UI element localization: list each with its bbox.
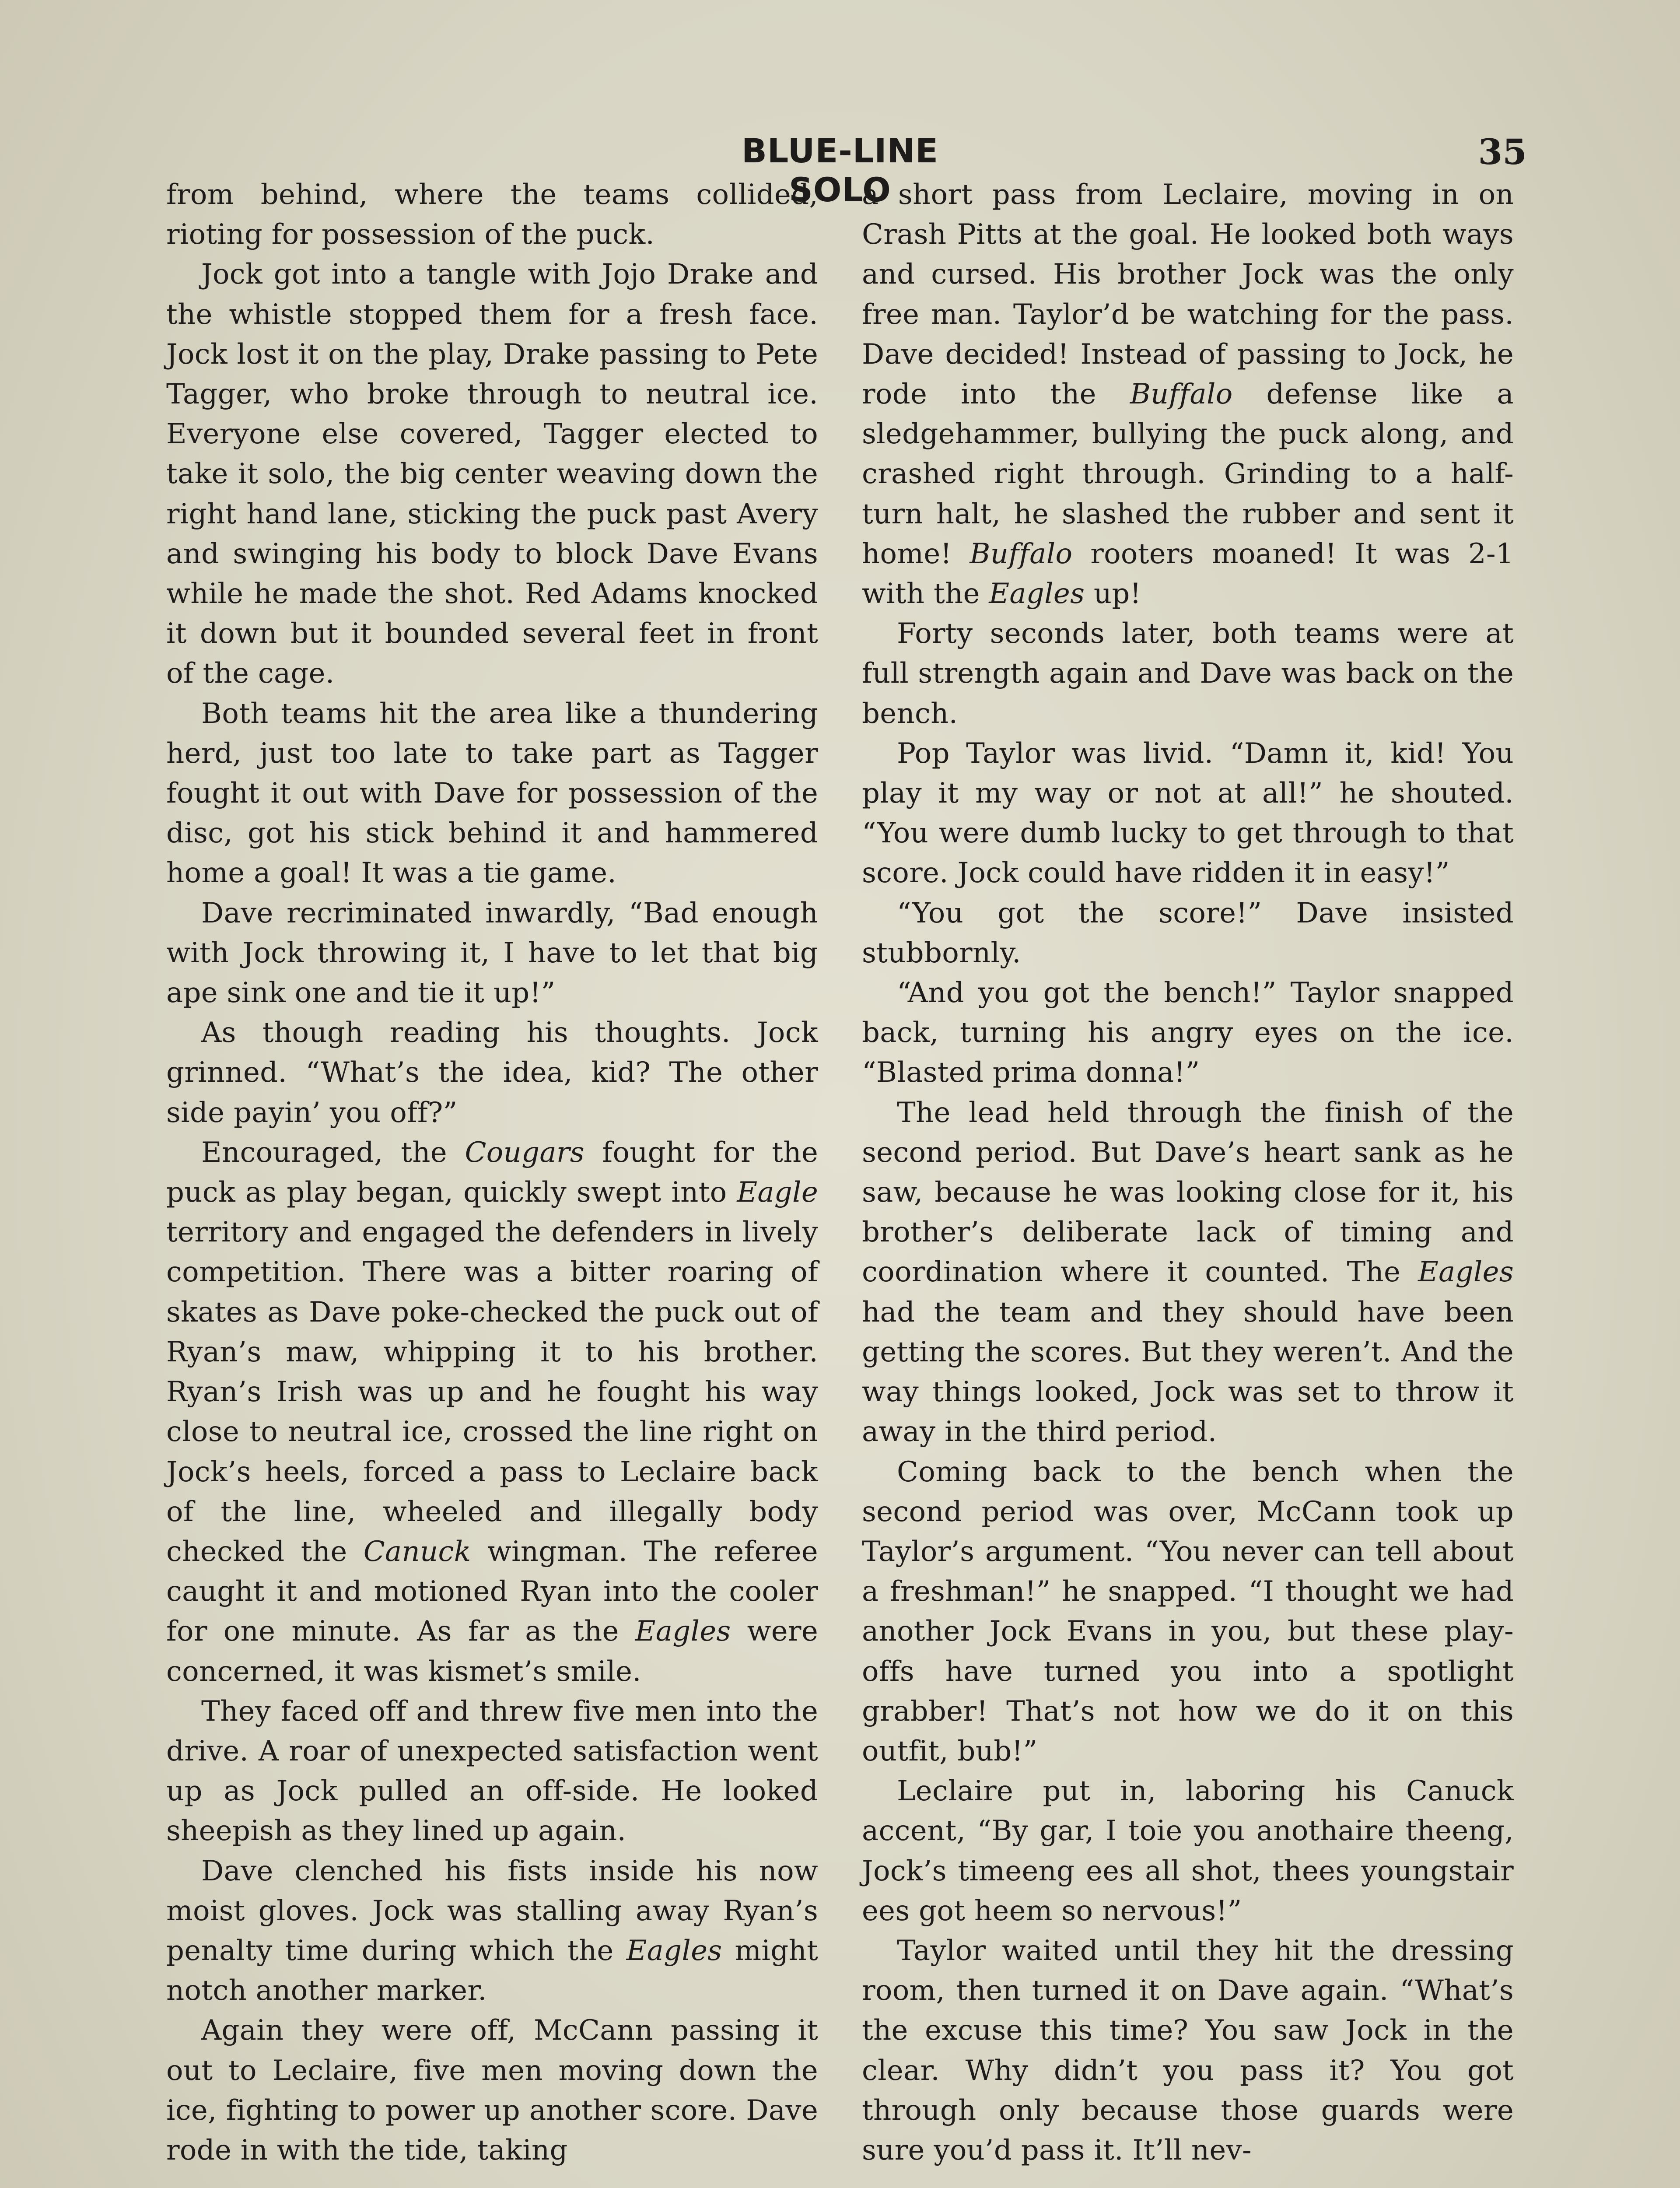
paragraph: Dave clenched his fists inside his now moist gloves. Jock was stalling away Ryan’s penalty time during which the Eagles might notch another marker. — [166, 1855, 818, 2007]
paragraph: Jock got into a tangle with Jojo Drake and the whistle stopped them for a fresh face. Jock lost it on the play, Drake passing to Pete Tagger, who broke through to neutral ice. Everyone else covered, Tagger elected to take it solo, the big center weaving down the right hand lane, sticking the puck past Avery and swinging his body to block Dave Evans while he made the shot. Red Adams knocked it down but it bounded several feet in front of the cage. — [166, 258, 818, 690]
paragraph: They faced off and threw five men into the drive. A roar of unexpected satisfaction went up as Jock pulled an off-side. He looked sheepish as they lined up again. — [166, 1695, 818, 1848]
paragraph: Both teams hit the area like a thundering herd, just too late to take part as Tagger fought it out with Dave for possession of the disc, got his stick behind it and hammered home a goal! It was a tie game. — [166, 697, 818, 890]
paragraph: a short pass from Leclaire, moving in on Crash Pitts at the goal. He looked both ways and cursed. His brother Jock was the only free man. Taylor’d be watching for the pass. Dave decided! Instead of passing to Jock, he rode into the Buffalo defense like a sledgehammer, bullying the puck along, and crashed right through. Grinding to a half-turn halt, he slashed the rubber and sent it home! Buffalo rooters moaned! It was 2-1 with the Eagles up! — [862, 179, 1514, 610]
page-number: 35 — [1478, 131, 1527, 172]
paragraph: Encouraged, the Cougars fought for the puck as play began, quickly swept into Eagle territory and engaged the defenders in lively competition. There was a bitter roaring of skates as Dave poke-checked the puck out of Ryan’s maw, whipping it to his brother. Ryan’s Irish was up and he fought his way close to neutral ice, crossed the line right on Jock’s heels, forced a pass to Leclaire back of the line, wheeled and illegally body checked the Canuck wingman. The referee caught it and motioned Ryan into the cooler for one minute. As far as the Eagles were concerned, it was kismet’s smile. — [166, 1136, 818, 1688]
paragraph: from behind, where the teams collided, rioting for possession of the puck. — [166, 179, 818, 251]
paragraph: Dave recriminated inwardly, “Bad enough with Jock throwing it, I have to let that big ape sink one and tie it up!” — [166, 897, 818, 1010]
left-column — [166, 175, 818, 2170]
page-header — [0, 131, 1680, 209]
paragraph: “You got the score!” Dave insisted stubbornly. — [862, 897, 1514, 969]
paragraph: “And you got the bench!” Taylor snapped back, turning his angry eyes on the ice. “Blasted prima donna!” — [862, 977, 1514, 1089]
paragraph: Coming back to the bench when the second period was over, McCann took up Taylor’s argument. “You never can tell about a freshman!” he snapped. “I thought we had another Jock Evans in you, but these play-offs have turned you into a spotlight grabber! That’s not how we do it on this outfit, bub!” — [862, 1455, 1514, 1767]
right-column — [862, 175, 1514, 2170]
paragraph: The lead held through the finish of the second period. But Dave’s heart sank as he saw, because he was looking close for it, his brother’s deliberate lack of timing and coordination where it counted. The Eagles had the team and they should have been getting the scores. But they weren’t. And the way things looked, Jock was set to throw it away in the third period. — [862, 1096, 1514, 1448]
paragraph: Taylor waited until they hit the dressing room, then turned it on Dave again. “What’s the excuse this time? You saw Jock in the clear. Why didn’t you pass it? You got through only because those guards were sure you’d pass it. It’ll nev- — [862, 1934, 1514, 2167]
paragraph: Pop Taylor was livid. “Damn it, kid! You play it my way or not at all!” he shouted. “You were dumb lucky to get through to that score. Jock could have ridden it in easy!” — [862, 737, 1514, 890]
paragraph: Forty seconds later, both teams were at full strength again and Dave was back on the bench. — [862, 617, 1514, 730]
running-title: BLUE-LINE SOLO — [741, 131, 939, 209]
paragraph: Leclaire put in, laboring his Canuck accent, “By gar, I toie you anothaire theeng, Jock’s timeeng ees all shot, thees youngstair ees got heem so nervous!” — [862, 1775, 1514, 1927]
paragraph: Again they were off, McCann passing it out to Leclaire, five men moving down the ice, fighting to power up another score. Dave rode in with the tide, taking — [166, 2014, 818, 2167]
paragraph: As though reading his thoughts. Jock grinned. “What’s the idea, kid? The other side payin’ you off?” — [166, 1017, 818, 1129]
